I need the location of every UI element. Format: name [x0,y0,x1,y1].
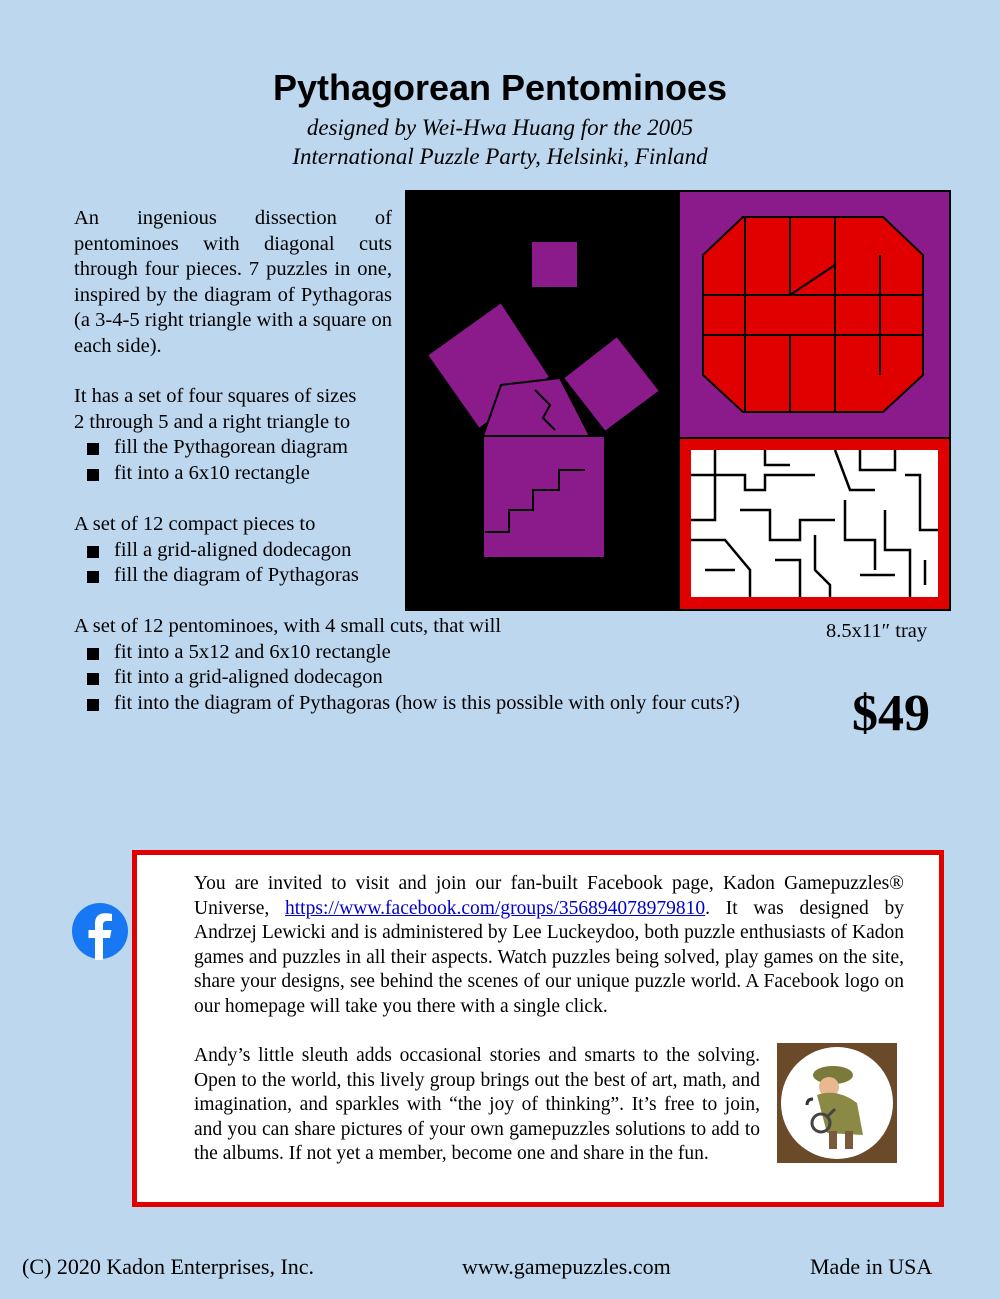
set3-section [74,614,740,716]
intro-paragraph: An ingenious dissection of pentominoes with diagonal cuts through four pieces. 7 puzzles in one, inspired by the diagram of Pythagoras (a 3-4-5 right triangle with a square on each side). [74,207,392,357]
facebook-group-link[interactable]: https://www.facebook.com/groups/356894078979810 [285,897,706,919]
facebook-details-text: . It was designed by Andrzej Lewicki and is administered by Lee Luckeydoo, both puzzle enthusiasts of Kadon games and puzzles in all their aspects. Watch puzzles being solved, play games on the site, share your designs, see behind the scenes of our unique puzzle world. A Facebook logo on our homepage will take you there with a single click. [194,897,904,1017]
price: $49 [852,685,930,742]
set1-lead-line2: 2 through 5 and a right triangle to [74,410,351,433]
facebook-paragraph-2: Andy’s little sleuth adds occasional stories and smarts to the solving. Open to the world, this lively group brings out the best of art, math, and imagination, and sparkles with “the joy of thinking”. It’s free to join, and you can share pictures of your own gamepuzzles solutions to add to the albums. If not yet a member, become one and share in the fun. [194,1045,760,1164]
facebook-intro-text: You are invited to visit and join our fan-built Facebook page, Kadon Gamepuzzles® Universe, [194,873,904,919]
footer-copyright: (C) 2020 Kadon Enterprises, Inc. [22,1254,315,1279]
set3-list [74,640,740,717]
set2-section [74,512,359,589]
list-item: fill a grid-aligned dodecagon [74,538,359,564]
set1-section [74,384,356,486]
set1-lead-line1: It has a set of four squares of sizes [74,385,357,407]
list-item: fit into a grid-aligned dodecagon [74,665,740,691]
page-title: Pythagorean Pentominoes [272,67,728,108]
list-item: fit into a 5x12 and 6x10 rectangle [74,640,740,666]
sleuth-cartoon [777,1043,897,1163]
tray-caption: 8.5x11″ tray [826,620,928,642]
facebook-invite-box [132,850,944,1207]
list-item: fill the Pythagorean diagram [74,435,356,461]
set3-lead: A set of 12 pentominoes, with 4 small cuts, that will [74,615,502,637]
set1-list [74,435,356,486]
footer-made-in: Made in USA [810,1254,933,1279]
subtitle-line-2: International Puzzle Party, Helsinki, Finland [292,144,708,169]
dodecagon-puzzle [703,217,923,412]
footer-website[interactable]: www.gamepuzzles.com [462,1254,671,1279]
puzzle-photo [405,190,951,611]
facebook-paragraph-1 [194,872,904,1019]
subtitle-line-1: designed by Wei-Hwa Huang for the 2005 [306,115,694,140]
list-item: fill the diagram of Pythagoras [74,563,359,589]
list-item: fit into the diagram of Pythagoras (how is this possible with only four cuts?) [74,691,740,717]
set2-list [74,538,359,589]
set2-lead: A set of 12 compact pieces to [74,513,316,535]
list-item: fit into a 6x10 rectangle [74,461,356,487]
rectangle-puzzle [691,450,938,597]
facebook-icon[interactable] [71,902,129,960]
